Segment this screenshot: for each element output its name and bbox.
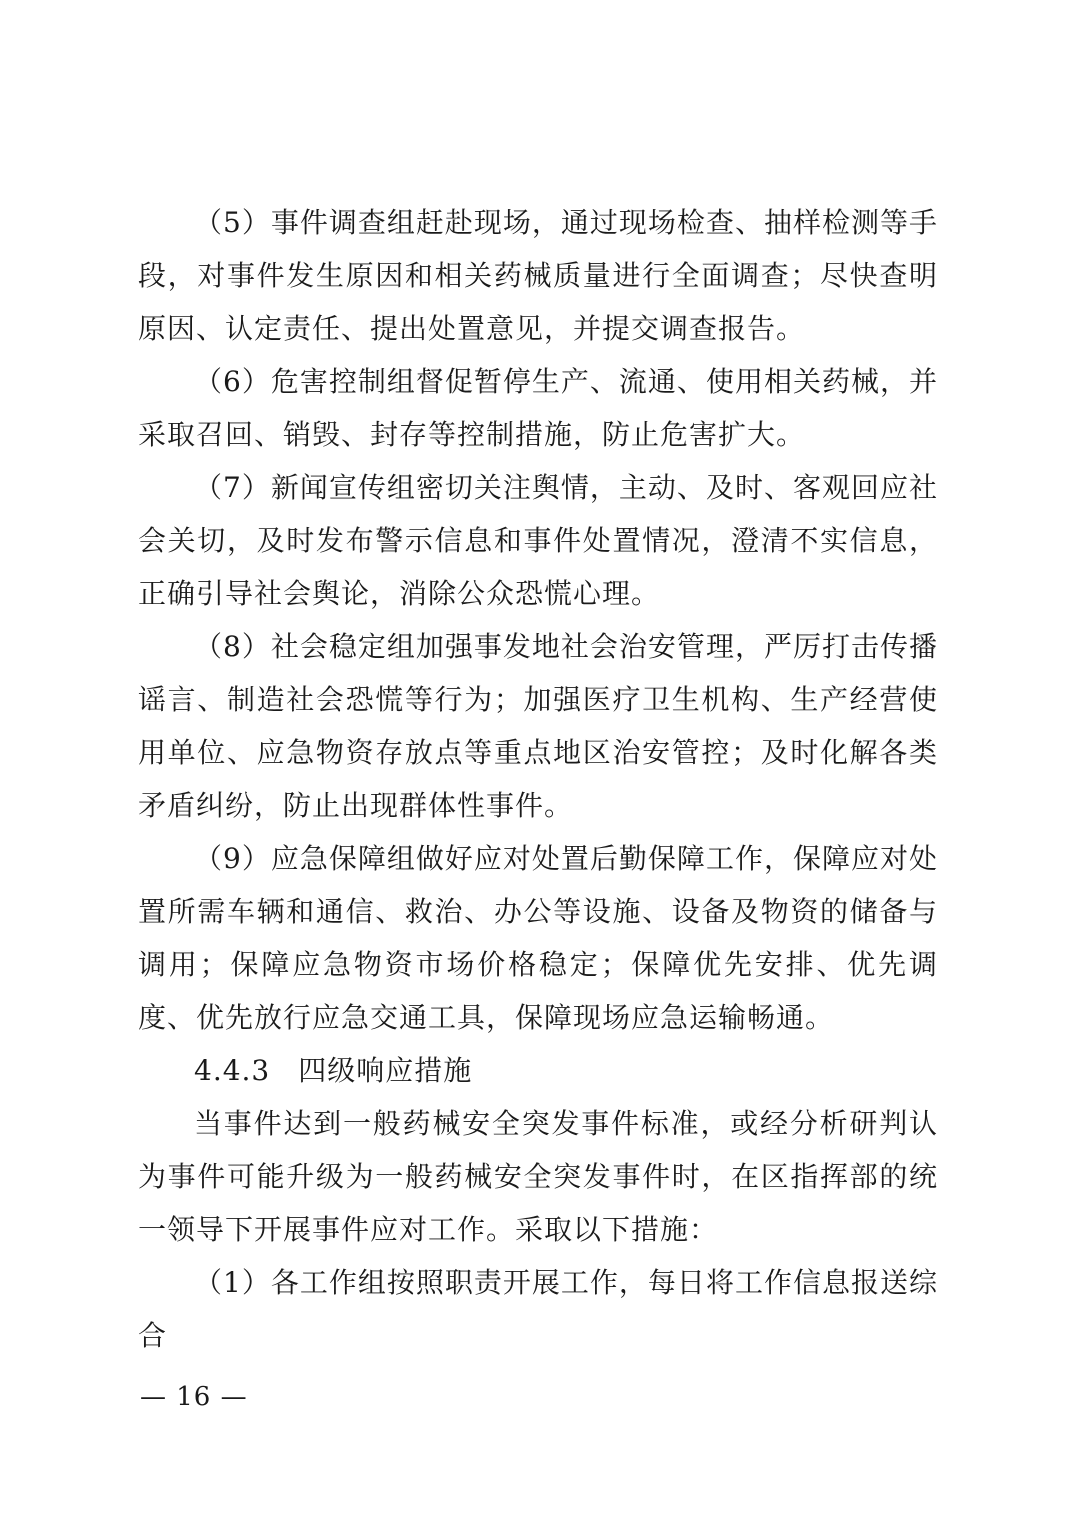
section-title: 四级响应措施 (298, 1054, 473, 1087)
paragraph-level4-intro: 当事件达到一般药械安全突发事件标准，或经分析研判认为事件可能升级为一般药械安全突发事件时，在区指挥部的统一领导下开展事件应对工作。采取以下措施： (138, 1107, 938, 1246)
section-heading (138, 1044, 938, 1097)
paragraph-hazard-control: （6）危害控制组督促暂停生产、流通、使用相关药械，并采取召回、销毁、封存等控制措施，防止危害扩大。 (138, 365, 938, 451)
section-number: 4.4.3 (194, 1054, 271, 1087)
page-number: — 16 — (140, 1382, 248, 1412)
paragraph-news-publicity: （7）新闻宣传组密切关注舆情，主动、及时、客观回应社会关切，及时发布警示信息和事件处置情况，澄清不实信息，正确引导社会舆论，消除公众恐慌心理。 (138, 471, 938, 610)
paragraph-emergency-support: （9）应急保障组做好应对处置后勤保障工作，保障应对处置所需车辆和通信、救治、办公等设施、设备及物资的储备与调用；保障应急物资市场价格稳定；保障优先安排、优先调度、优先放行应急交通工具，保障现场应急运输畅通。 (138, 842, 938, 1034)
paragraph-social-stability: （8）社会稳定组加强事发地社会治安管理，严厉打击传播谣言、制造社会恐慌等行为；加强医疗卫生机构、生产经营使用单位、应急物资存放点等重点地区治安管控；及时化解各类矛盾纠纷，防止出现群体性事件。 (138, 630, 938, 822)
paragraph-working-groups: （1）各工作组按照职责开展工作，每日将工作信息报送综合 (138, 1266, 938, 1352)
document-body (138, 196, 938, 1362)
paragraph-event-investigation: （5）事件调查组赶赴现场，通过现场检查、抽样检测等手段，对事件发生原因和相关药械质量进行全面调查；尽快查明原因、认定责任、提出处置意见，并提交调查报告。 (138, 206, 938, 345)
